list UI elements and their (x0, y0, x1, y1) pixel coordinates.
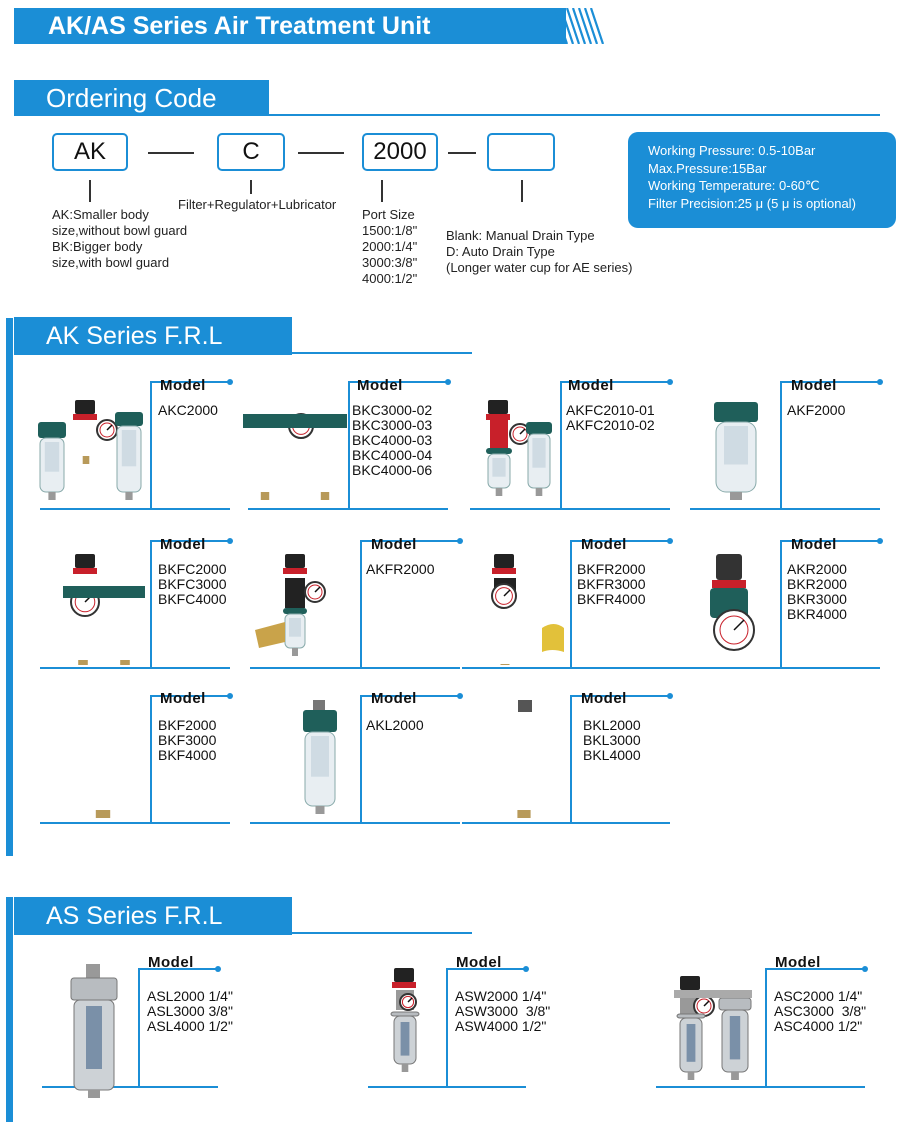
ak-product-image-filterbig (65, 700, 141, 818)
code-box-port: 2000 (362, 133, 438, 171)
title-stripes-decoration (553, 8, 613, 44)
ordering-code-heading: Ordering Code (14, 80, 269, 116)
ak-model-code: BKF4000 (158, 747, 217, 763)
ak-card-divider (570, 695, 572, 822)
code-dash (148, 152, 194, 154)
ak-model-code: BKC3000-03 (352, 417, 433, 433)
as-card-divider (765, 968, 767, 1086)
as-card-bottom-line (368, 1086, 526, 1088)
ak-model-code: BKFR3000 (577, 576, 646, 592)
ak-card-bottom-line (670, 667, 880, 669)
ak-model-code: BKFR2000 (577, 561, 646, 577)
ak-card-divider (150, 695, 152, 822)
ak-card-divider (560, 381, 562, 508)
ak-product-image-lubricator (277, 700, 361, 818)
code-pointer (521, 180, 523, 202)
ak-product-image-combo2 (478, 392, 558, 502)
ak-model-label: Model (160, 377, 206, 394)
ak-card-bottom-line (40, 822, 230, 824)
ak-card-divider (570, 540, 572, 667)
ak-model-codes (577, 562, 645, 607)
ak-card-dot (667, 379, 673, 385)
ak-model-code: BKR2000 (787, 576, 847, 592)
ak-model-code: BKF2000 (158, 717, 217, 733)
ak-card-dot (877, 379, 883, 385)
ak-model-code: AKFC2010-01 (566, 402, 655, 418)
ak-model-label: Model (568, 377, 614, 394)
ak-card-divider (150, 381, 152, 508)
ak-model-label: Model (160, 536, 206, 553)
as-model-codes (455, 989, 550, 1034)
ak-card-divider (780, 381, 782, 508)
code-box-type: C (217, 133, 285, 171)
ak-model-code: AKL2000 (366, 717, 424, 733)
specifications-box (628, 132, 896, 228)
ak-model-code: AKF2000 (787, 402, 846, 418)
as-model-code: ASC3000 3/8" (774, 1003, 867, 1019)
type-description: Filter+Regulator+Lubricator (178, 197, 337, 212)
ak-model-label: Model (791, 536, 837, 553)
ak-section-side-bar (6, 318, 13, 856)
ak-card-dot (457, 538, 463, 544)
ak-card-bottom-line (690, 508, 880, 510)
ak-model-code: AKFR2000 (366, 561, 435, 577)
as-model-label: Model (456, 954, 502, 971)
ak-card-dot (227, 379, 233, 385)
ak-model-codes (158, 403, 218, 418)
ak-model-label: Model (581, 536, 627, 553)
ak-model-label: Model (371, 690, 417, 707)
ak-model-label: Model (160, 690, 206, 707)
ak-product-image-combo3 (35, 392, 145, 502)
ak-product-image-regulator (690, 550, 770, 665)
as-card-bottom-line (656, 1086, 865, 1088)
page-title: AK/AS Series Air Treatment Unit (14, 8, 566, 44)
code-pointer (250, 180, 252, 194)
ak-card-bottom-line (462, 667, 670, 669)
ak-model-code: BKL3000 (583, 732, 641, 748)
ak-card-bottom-line (250, 667, 460, 669)
ak-card-divider (348, 381, 350, 508)
ak-model-code: BKC4000-06 (352, 462, 433, 478)
ak-product-image-combo2big (55, 550, 151, 665)
ak-card-dot (445, 379, 451, 385)
ak-product-image-combo3big (243, 392, 347, 502)
code-pointer (381, 180, 383, 202)
as-product-image-as-combo (668, 968, 764, 1082)
ak-model-code: BKR4000 (787, 606, 847, 622)
as-model-code: ASW3000 3/8" (455, 1003, 551, 1019)
ak-card-dot (667, 693, 673, 699)
ak-model-codes (352, 403, 432, 478)
spec-filter-precision: Filter Precision:25 μ (5 μ is optional) (648, 195, 856, 211)
ak-model-code: BKL2000 (583, 717, 641, 733)
code-pointer (89, 180, 91, 202)
ak-product-image-lubricatorbig (482, 700, 566, 818)
as-model-code: ASL2000 1/4" (147, 988, 233, 1004)
as-card-dot (862, 966, 868, 972)
ak-model-code: BKC4000-03 (352, 432, 433, 448)
as-section-side-bar (6, 897, 13, 1122)
ak-card-dot (227, 538, 233, 544)
as-series-heading: AS Series F.R.L (14, 897, 292, 935)
ak-model-codes (158, 718, 216, 763)
ak-model-codes (787, 403, 845, 418)
ak-model-codes (158, 562, 226, 607)
as-model-code: ASW4000 1/2" (455, 1018, 547, 1034)
ak-model-codes (366, 718, 424, 733)
ak-card-dot (667, 538, 673, 544)
ak-series-heading: AK Series F.R.L (14, 317, 292, 355)
ak-model-codes (566, 403, 655, 433)
ak-model-label: Model (357, 377, 403, 394)
ak-model-code: BKF3000 (158, 732, 217, 748)
as-product-image-as-lubricator (48, 964, 140, 1098)
as-product-image-as-fr (380, 964, 450, 1074)
ak-model-codes (366, 562, 434, 577)
as-model-code: ASW2000 1/4" (455, 988, 547, 1004)
ak-card-divider (360, 540, 362, 667)
ak-card-bottom-line (250, 822, 460, 824)
ak-model-code: BKC3000-02 (352, 402, 433, 418)
ak-model-code: BKFC4000 (158, 591, 227, 607)
port-size-description: Port Size 1500:1/8" 2000:1/4" 3000:3/8" 4000:1/2" (362, 207, 418, 286)
code-box-series: AK (52, 133, 128, 171)
ak-card-dot (877, 538, 883, 544)
ak-card-dot (457, 693, 463, 699)
ak-card-bottom-line (40, 667, 230, 669)
spec-working-temperature: Working Temperature: 0-60℃ (648, 178, 820, 193)
as-model-label: Model (148, 954, 194, 971)
ak-card-bottom-line (462, 822, 670, 824)
ak-product-image-filter (700, 392, 780, 502)
code-dash (298, 152, 344, 154)
ak-card-bottom-line (40, 508, 230, 510)
as-card-dot (523, 966, 529, 972)
ak-model-code: BKC4000-04 (352, 447, 433, 463)
ak-model-label: Model (371, 536, 417, 553)
ak-model-codes (583, 718, 641, 763)
series-description: AK:Smaller body size,without bowl guard BK:Bigger body size,with bowl guard (52, 207, 188, 270)
ak-model-code: BKFC3000 (158, 576, 227, 592)
spec-max-pressure: Max.Pressure:15Bar (648, 160, 767, 176)
as-model-label: Model (775, 954, 821, 971)
ak-model-code: BKL4000 (583, 747, 641, 763)
ak-card-bottom-line (470, 508, 670, 510)
as-model-code: ASC4000 1/2" (774, 1018, 863, 1034)
ak-model-code: BKFC2000 (158, 561, 227, 577)
as-model-codes (147, 989, 233, 1034)
as-model-code: ASC2000 1/4" (774, 988, 863, 1004)
ak-model-code: BKFR4000 (577, 591, 646, 607)
ak-product-image-fr (255, 550, 359, 665)
code-box-drain (487, 133, 555, 171)
ak-model-code: AKC2000 (158, 402, 218, 418)
ak-model-code: AKR2000 (787, 561, 847, 577)
ak-model-code: AKFC2010-02 (566, 417, 655, 433)
as-model-code: ASL3000 3/8" (147, 1003, 233, 1019)
ak-model-codes (787, 562, 847, 622)
spec-working-pressure: Working Pressure: 0.5-10Bar (648, 143, 816, 158)
ak-model-label: Model (791, 377, 837, 394)
ak-product-image-frbig (472, 550, 568, 665)
ak-card-dot (227, 693, 233, 699)
ak-series-rule (14, 352, 472, 354)
ak-card-divider (780, 540, 782, 667)
as-model-codes (774, 989, 866, 1034)
ak-model-code: BKR3000 (787, 591, 847, 607)
ak-card-bottom-line (248, 508, 448, 510)
as-series-rule (14, 932, 472, 934)
drain-description: Blank: Manual Drain Type D: Auto Drain Type (Longer water cup for AE series) (446, 228, 633, 275)
ak-model-label: Model (581, 690, 627, 707)
as-card-dot (215, 966, 221, 972)
ordering-code-rule (14, 114, 880, 116)
as-model-code: ASL4000 1/2" (147, 1018, 233, 1034)
code-dash (448, 152, 476, 154)
